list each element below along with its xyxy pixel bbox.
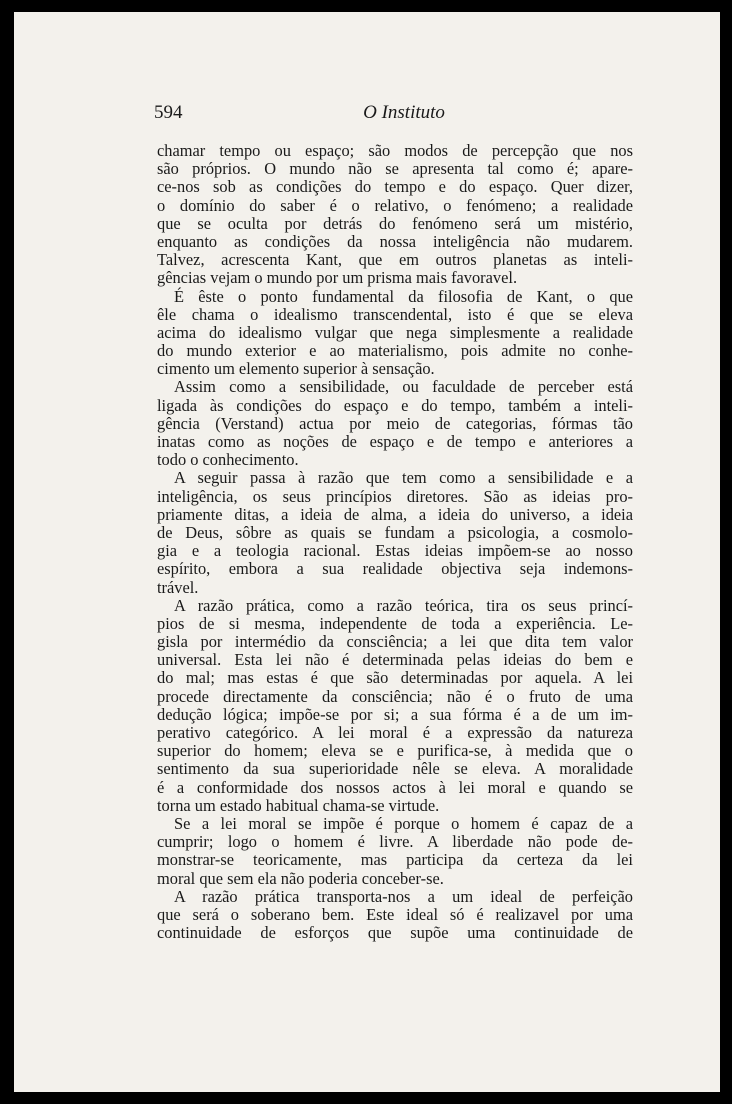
- paragraph: [157, 288, 633, 379]
- text-line: Assim como a sensibilidade, ou faculdade de perceber está: [174, 377, 633, 397]
- paragraph: [157, 469, 633, 596]
- text-line: chamar tempo ou espaço; são modos de percepção que nos: [157, 141, 633, 160]
- text-line: continuidade de esforços que supõe uma continuidade de: [157, 923, 633, 943]
- text-line: dedução lógica; impõe-se por si; a sua fórma é a de um im-: [157, 704, 633, 724]
- text-line: Se a lei moral se impõe é porque o homem é capaz de a: [174, 813, 633, 833]
- text-line: gisla por intermédio da consciência; a lei que dita tem valor: [157, 632, 633, 652]
- text-line: procede directamente da consciência; não é o fruto de uma: [157, 686, 633, 706]
- text-line: que se oculta por detrás do fenómeno será um mistério,: [157, 213, 633, 233]
- text-line: inatas como as noções de espaço e de tempo e anteriores a: [157, 432, 633, 451]
- text-line: ce-nos sob as condições do tempo e do espaço. Quer dizer,: [157, 177, 633, 197]
- text-line: espírito, embora a sua realidade objectiva seja indemons-: [157, 559, 633, 579]
- text-line: trável.: [157, 577, 199, 597]
- book-page: [14, 12, 720, 1092]
- text-line: A razão prática, como a razão teórica, tira os seus princí-: [174, 595, 633, 615]
- text-line: superior do homem; eleva se e purifica-se, à medida que o: [157, 741, 633, 761]
- text-line: é a conformidade dos nossos actos à lei moral e quando se: [157, 777, 633, 797]
- text-line: priamente ditas, a ideia de alma, a ideia do universo, a ideia: [157, 504, 633, 524]
- text-line: monstrar-se teoricamente, mas participa da certeza da lei: [157, 850, 633, 870]
- text-line: o domínio do saber é o relativo, o fenómeno; a realidade: [157, 195, 633, 215]
- text-line: de Deus, sôbre as quais se fundam a psicologia, a cosmolo-: [157, 522, 633, 542]
- text-line: perativo categórico. A lei moral é a expressão da natureza: [157, 723, 633, 742]
- text-line: cumprir; logo o homem é livre. A liberdade não pode de-: [157, 832, 633, 852]
- text-line: todo o conhecimento.: [157, 450, 299, 470]
- paragraph: [157, 597, 633, 815]
- paragraph: [157, 888, 633, 943]
- text-line: torna um estado habitual chama-se virtude.: [157, 795, 440, 815]
- text-line: que será o soberano bem. Este ideal só é realizavel por uma: [157, 904, 633, 924]
- text-line: do mal; mas estas é que são determinadas por aquela. A lei: [157, 668, 633, 688]
- text-line: Talvez, acrescenta Kant, que em outros planetas as inteli-: [157, 250, 633, 270]
- text-line: sentimento da sua superioridade nêle se eleva. A moralidade: [157, 759, 633, 779]
- text-line: enquanto as condições da nossa inteligência não mudarem.: [157, 231, 633, 251]
- running-title: O Instituto: [363, 102, 445, 123]
- text-line: universal. Esta lei não é determinada pelas ideias do bem e: [157, 650, 633, 670]
- page-header: [154, 102, 654, 132]
- text-line: gia e a teologia racional. Estas ideias impõem-se ao nosso: [157, 541, 633, 561]
- text-line: gências vejam o mundo por um prisma mais favoravel.: [157, 268, 518, 288]
- text-line: inteligência, os seus princípios diretores. São as ideias pro-: [157, 486, 633, 506]
- text-line: do mundo exterior e ao materialismo, pois admite no conhe-: [157, 341, 633, 361]
- text-line: pios de si mesma, independente de toda a experiência. Le-: [157, 613, 633, 633]
- text-line: êle chama o idealismo transcendental, isto é que se eleva: [157, 304, 633, 324]
- paragraph: [157, 378, 633, 469]
- paragraph: [157, 142, 633, 288]
- page-number: 594: [154, 102, 183, 123]
- text-line: moral que sem ela não poderia conceber-se.: [157, 868, 444, 888]
- text-line: gência (Verstand) actua por meio de categorias, fórmas tão: [157, 413, 633, 433]
- text-line: cimento um elemento superior à sensação.: [157, 359, 435, 379]
- text-line: são próprios. O mundo não se apresenta tal como é; apare-: [157, 159, 633, 179]
- text-line: acima do idealismo vulgar que nega simplesmente a realidade: [157, 322, 633, 342]
- text-line: ligada às condições do espaço e do tempo, também a inteli-: [157, 395, 633, 415]
- body-text: [157, 142, 633, 942]
- paragraph: [157, 815, 633, 888]
- text-line: A razão prática transporta-nos a um ideal de perfeição: [174, 886, 633, 906]
- text-line: A seguir passa à razão que tem como a sensibilidade e a: [174, 468, 633, 488]
- text-line: É êste o ponto fundamental da filosofia de Kant, o que: [174, 286, 633, 306]
